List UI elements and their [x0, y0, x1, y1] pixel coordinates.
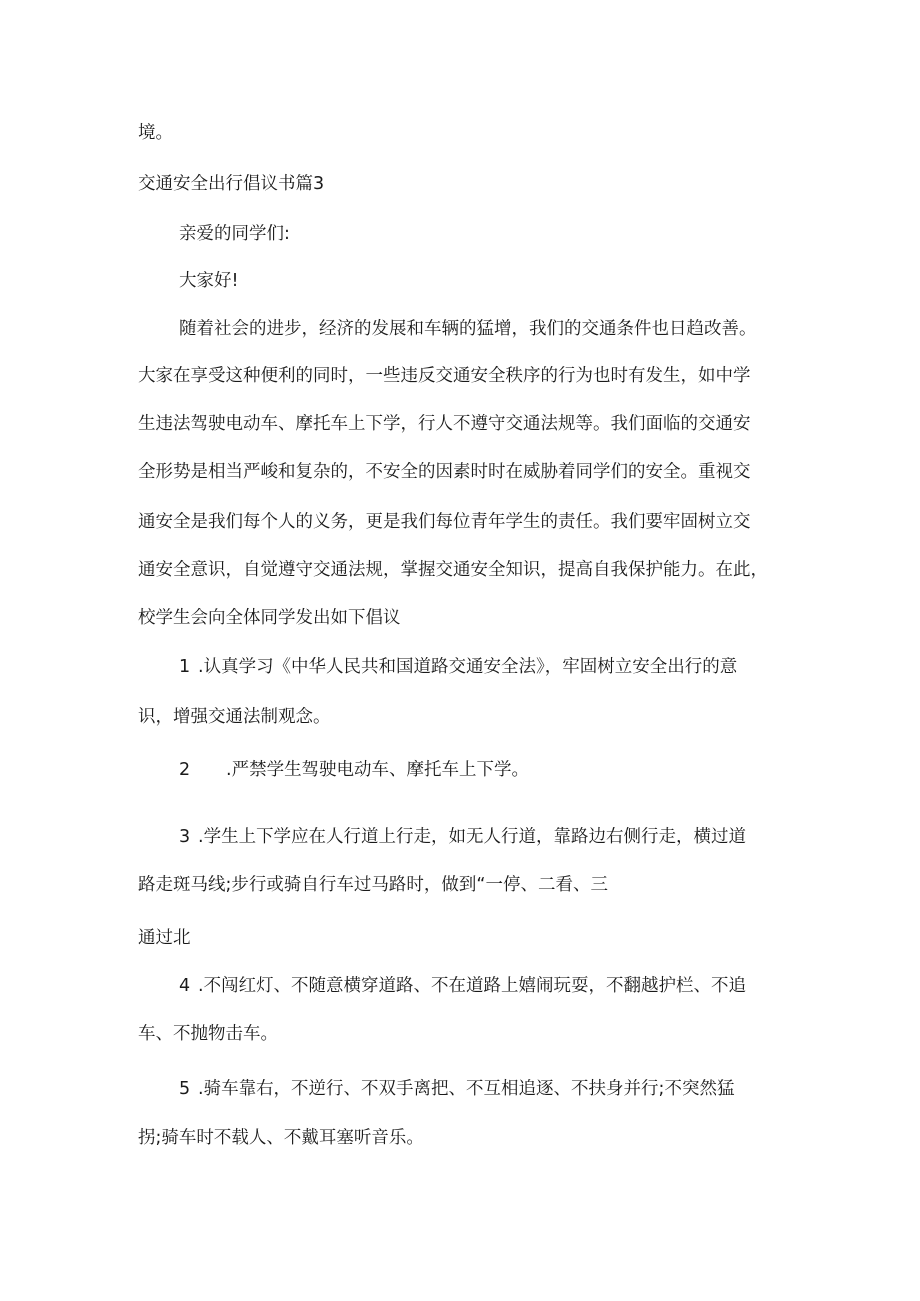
item-number: 4	[179, 976, 191, 996]
paragraph-line: 通安全意识，自觉遵守交通法规，掌握交通安全知识，提高自我保护能力。在此，	[138, 560, 768, 580]
paragraph-line: 生违法驾驶电动车、摩托车上下学，行人不遵守交通法规等。我们面临的交通安	[138, 414, 751, 434]
item-number: 5	[179, 1079, 191, 1099]
item-text: .学生上下学应在人行道上行走，如无人行道，靠路边右侧行走，横过道	[198, 827, 747, 847]
item-number: 1	[179, 657, 191, 677]
item-text: 拐;骑车时不载人、不戴耳塞听音乐。	[138, 1128, 424, 1148]
item-text: .严禁学生驾驶电动车、摩托车上下学。	[226, 760, 530, 780]
item-text: .认真学习《中华人民共和国道路交通安全法》，牢固树立安全出行的意	[198, 657, 738, 677]
item-text: .骑车靠右，不逆行、不双手离把、不互相追逐、不扶身并行;不突然猛	[198, 1079, 735, 1099]
item-text: 通过北	[138, 928, 191, 948]
item-text: 识，增强交通法制观念。	[138, 707, 331, 727]
paragraph-line: 校学生会向全体同学发出如下倡议	[138, 608, 401, 628]
salutation: 亲爱的同学们:	[179, 224, 290, 244]
previous-section-tail: 境。	[138, 123, 173, 143]
section-title: 交通安全出行倡议书篇3	[138, 174, 325, 194]
greeting: 大家好!	[179, 271, 239, 291]
item-number: 3	[179, 827, 191, 847]
item-text: .不闯红灯、不随意横穿道路、不在道路上嬉闹玩耍，不翻越护栏、不追	[198, 976, 747, 996]
item-text: 路走斑马线;步行或骑自行车过马路时，做到“一停、二看、三	[138, 875, 608, 895]
paragraph-line: 随着社会的进步，经济的发展和车辆的猛增，我们的交通条件也日趋改善。	[179, 319, 757, 339]
item-number: 2	[179, 760, 191, 780]
item-text: 车、不抛物击车。	[138, 1024, 278, 1044]
paragraph-line: 通安全是我们每个人的义务，更是我们每位青年学生的责任。我们要牢固树立交	[138, 512, 751, 532]
paragraph-line: 全形势是相当严峻和复杂的，不安全的因素时时在威胁着同学们的安全。重视交	[138, 462, 751, 482]
paragraph-line: 大家在享受这种便利的同时，一些违反交通安全秩序的行为也时有发生，如中学	[138, 366, 751, 386]
